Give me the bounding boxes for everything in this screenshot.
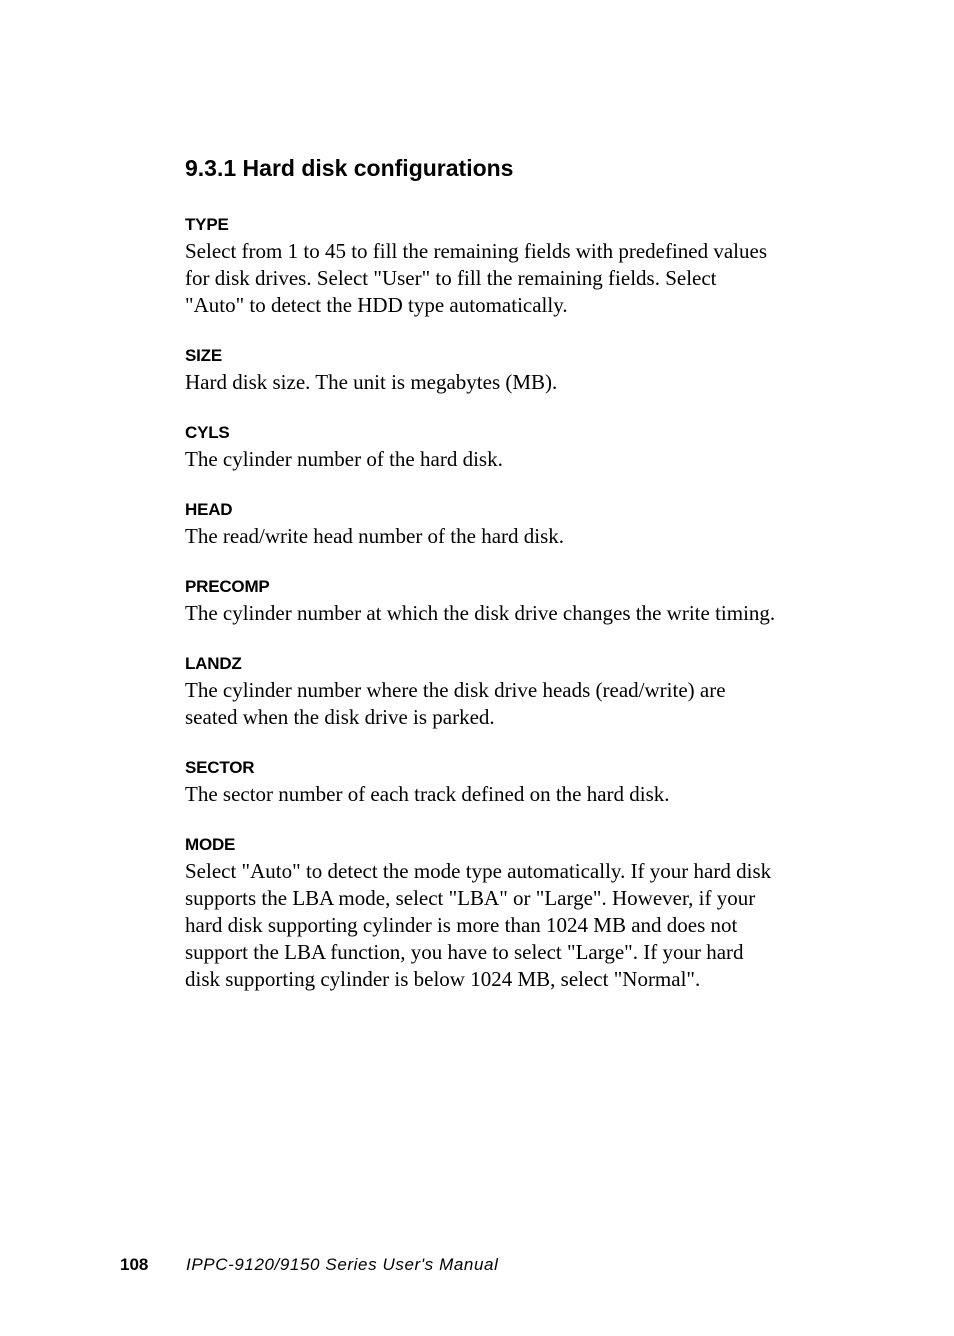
field-name: SECTOR xyxy=(185,758,255,777)
field-cyls xyxy=(185,422,825,473)
field-description: Select from 1 to 45 to fill the remaining fields with predefined values for disk drives. Select "User" to fill the remaining fields. Select "Auto" to detect the HDD type automatically. xyxy=(185,239,768,317)
page-content xyxy=(185,152,825,1019)
field-type xyxy=(185,214,825,319)
field-landz xyxy=(185,653,825,731)
manual-title: IPPC-9120/9150 Series User's Manual xyxy=(186,1255,499,1274)
field-name: HEAD xyxy=(185,500,233,519)
field-description: The cylinder number at which the disk drive changes the write timing. xyxy=(185,601,776,625)
page-footer xyxy=(120,1255,498,1275)
field-name: SIZE xyxy=(185,346,222,365)
field-description: The read/write head number of the hard disk. xyxy=(185,524,565,548)
field-description: The cylinder number where the disk drive heads (read/write) are seated when the disk drive is parked. xyxy=(185,678,726,729)
field-sector xyxy=(185,757,825,808)
field-description: Hard disk size. The unit is megabytes (MB). xyxy=(185,370,558,394)
field-name: CYLS xyxy=(185,423,230,442)
field-description: The sector number of each track defined on the hard disk. xyxy=(185,782,670,806)
page-number: 108 xyxy=(120,1255,149,1274)
field-head xyxy=(185,499,825,550)
field-description: The cylinder number of the hard disk. xyxy=(185,447,503,471)
field-name: PRECOMP xyxy=(185,577,270,596)
field-precomp xyxy=(185,576,825,627)
field-description: Select "Auto" to detect the mode type automatically. If your hard disk supports the LBA mode, select "LBA" or "Large". However, if your hard disk supporting cylinder is more than 1024 MB and does not support the LBA function, you have to select "Large". If your hard disk supporting cylinder is below 1024 MB, select "Normal". xyxy=(185,859,772,991)
field-size xyxy=(185,345,825,396)
field-name: TYPE xyxy=(185,215,229,234)
field-name: MODE xyxy=(185,835,236,854)
field-name: LANDZ xyxy=(185,654,242,673)
field-mode xyxy=(185,834,825,993)
section-title: 9.3.1 Hard disk configurations xyxy=(185,155,514,181)
